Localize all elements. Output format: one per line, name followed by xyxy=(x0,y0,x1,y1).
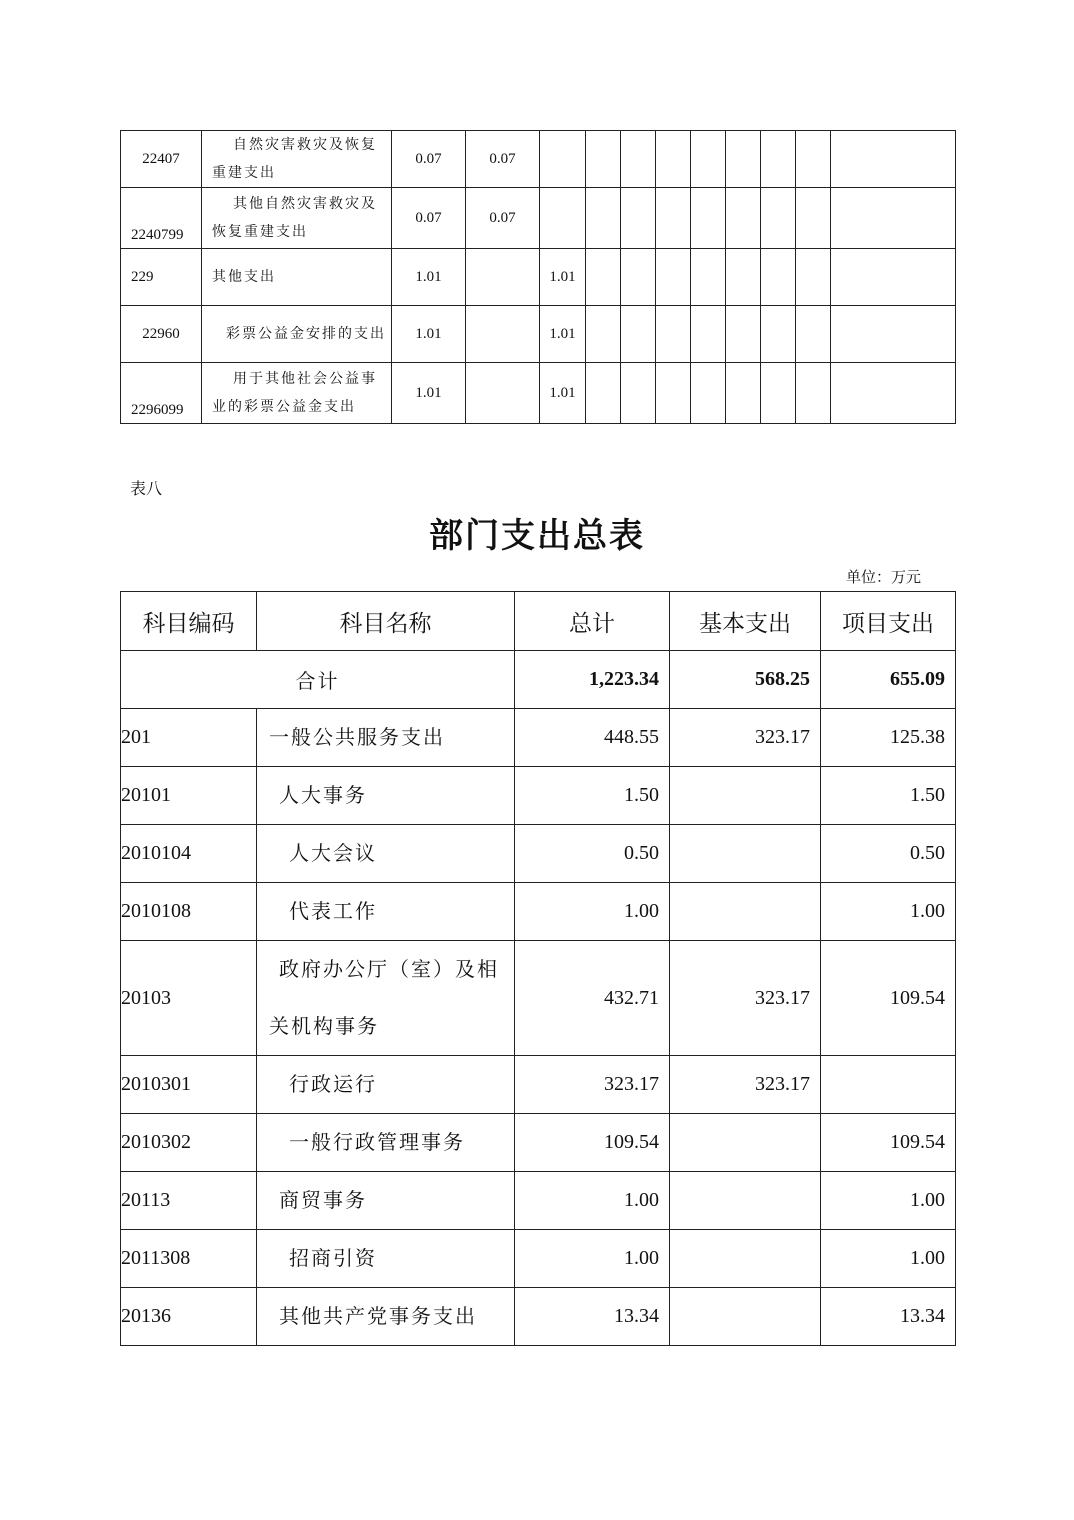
header-basic: 基本支出 xyxy=(670,592,821,651)
subject-code: 20103 xyxy=(121,941,257,1056)
basic-value: 0.07 xyxy=(466,131,540,188)
project-value: 125.38 xyxy=(821,709,956,767)
basic-value xyxy=(466,306,540,363)
expenditure-table xyxy=(120,591,956,1346)
project-value: 109.54 xyxy=(821,1114,956,1172)
narrow-value: 1.01 xyxy=(540,306,586,363)
header-subject-name: 科目名称 xyxy=(257,592,515,651)
table-row xyxy=(121,709,956,767)
subject-name: 一般行政管理事务 xyxy=(257,1114,515,1172)
header-subject-code: 科目编码 xyxy=(121,592,257,651)
table-row xyxy=(121,1056,956,1114)
basic-value: 323.17 xyxy=(670,709,821,767)
subject-code: 2010108 xyxy=(121,883,257,941)
subject-code: 2010302 xyxy=(121,1114,257,1172)
page-title: 部门支出总表 xyxy=(429,516,645,556)
subject-code: 2240799 xyxy=(121,188,202,249)
table-row xyxy=(121,825,956,883)
table-row xyxy=(121,1230,956,1288)
header-row xyxy=(121,592,956,651)
subject-name: 人大事务 xyxy=(257,767,515,825)
subject-code: 2010301 xyxy=(121,1056,257,1114)
total-value: 1,223.34 xyxy=(515,651,670,709)
subject-code: 20136 xyxy=(121,1288,257,1346)
total-value: 1.50 xyxy=(515,767,670,825)
narrow-value: 1.01 xyxy=(540,363,586,424)
project-value: 109.54 xyxy=(821,941,956,1056)
unit-label: 单位：万元 xyxy=(846,568,922,586)
basic-value: 568.25 xyxy=(670,651,821,709)
subject-name: 其他自然灾害救灾及恢复重建支出 xyxy=(212,196,377,240)
total-value: 432.71 xyxy=(515,941,670,1056)
subject-name: 一般公共服务支出 xyxy=(257,709,515,767)
basic-value: 323.17 xyxy=(670,1056,821,1114)
header-total: 总计 xyxy=(515,592,670,651)
total-value: 1.01 xyxy=(392,249,466,306)
total-value: 448.55 xyxy=(515,709,670,767)
subject-name: 行政运行 xyxy=(257,1056,515,1114)
subject-name: 其他共产党事务支出 xyxy=(257,1288,515,1346)
table-row xyxy=(121,363,956,424)
table-label: 表八 xyxy=(130,479,163,498)
total-label: 合计 xyxy=(121,651,515,709)
subject-code: 2011308 xyxy=(121,1230,257,1288)
continuation-table xyxy=(120,130,956,424)
total-value: 1.00 xyxy=(515,1172,670,1230)
subject-code: 2296099 xyxy=(121,363,202,424)
subject-code: 22407 xyxy=(121,131,202,188)
total-value: 0.07 xyxy=(392,188,466,249)
subject-name: 代表工作 xyxy=(257,883,515,941)
project-value xyxy=(821,1056,956,1114)
project-value: 1.00 xyxy=(821,1172,956,1230)
total-value: 1.00 xyxy=(515,883,670,941)
project-value: 1.50 xyxy=(821,767,956,825)
narrow-value: 1.01 xyxy=(540,249,586,306)
project-value: 13.34 xyxy=(821,1288,956,1346)
basic-value xyxy=(670,1172,821,1230)
basic-value xyxy=(466,363,540,424)
subject-code: 201 xyxy=(121,709,257,767)
subject-name: 人大会议 xyxy=(257,825,515,883)
table-row xyxy=(121,941,956,1056)
project-value: 1.00 xyxy=(821,1230,956,1288)
subject-name: 其他支出 xyxy=(202,249,392,306)
total-value: 0.07 xyxy=(392,131,466,188)
narrow-value xyxy=(540,131,586,188)
subject-code: 20101 xyxy=(121,767,257,825)
basic-value: 323.17 xyxy=(670,941,821,1056)
project-value: 655.09 xyxy=(821,651,956,709)
subject-name: 招商引资 xyxy=(257,1230,515,1288)
subject-code: 20113 xyxy=(121,1172,257,1230)
basic-value xyxy=(670,883,821,941)
project-value: 0.50 xyxy=(821,825,956,883)
total-value: 109.54 xyxy=(515,1114,670,1172)
total-value: 13.34 xyxy=(515,1288,670,1346)
table-row xyxy=(121,188,956,249)
subject-code: 229 xyxy=(121,249,202,306)
total-value: 1.01 xyxy=(392,306,466,363)
total-row xyxy=(121,651,956,709)
table-row xyxy=(121,1172,956,1230)
subject-code: 2010104 xyxy=(121,825,257,883)
subject-name: 彩票公益金安排的支出 xyxy=(226,326,386,342)
basic-value xyxy=(670,767,821,825)
table-row xyxy=(121,306,956,363)
project-value: 1.00 xyxy=(821,883,956,941)
table-row xyxy=(121,131,956,188)
basic-value xyxy=(466,249,540,306)
table-row xyxy=(121,767,956,825)
table-row xyxy=(121,249,956,306)
basic-value xyxy=(670,1230,821,1288)
basic-value xyxy=(670,1114,821,1172)
header-project: 项目支出 xyxy=(821,592,956,651)
subject-name: 商贸事务 xyxy=(257,1172,515,1230)
basic-value xyxy=(670,825,821,883)
table-row xyxy=(121,1114,956,1172)
subject-name: 政府办公厅（室）及相关机构事务 xyxy=(257,941,515,1056)
subject-code: 22960 xyxy=(121,306,202,363)
basic-value xyxy=(670,1288,821,1346)
basic-value: 0.07 xyxy=(466,188,540,249)
subject-name: 自然灾害救灾及恢复重建支出 xyxy=(212,137,377,181)
subject-name: 用于其他社会公益事业的彩票公益金支出 xyxy=(212,371,377,415)
table-row xyxy=(121,883,956,941)
total-value: 323.17 xyxy=(515,1056,670,1114)
total-value: 1.00 xyxy=(515,1230,670,1288)
total-value: 0.50 xyxy=(515,825,670,883)
narrow-value xyxy=(540,188,586,249)
total-value: 1.01 xyxy=(392,363,466,424)
table-row xyxy=(121,1288,956,1346)
